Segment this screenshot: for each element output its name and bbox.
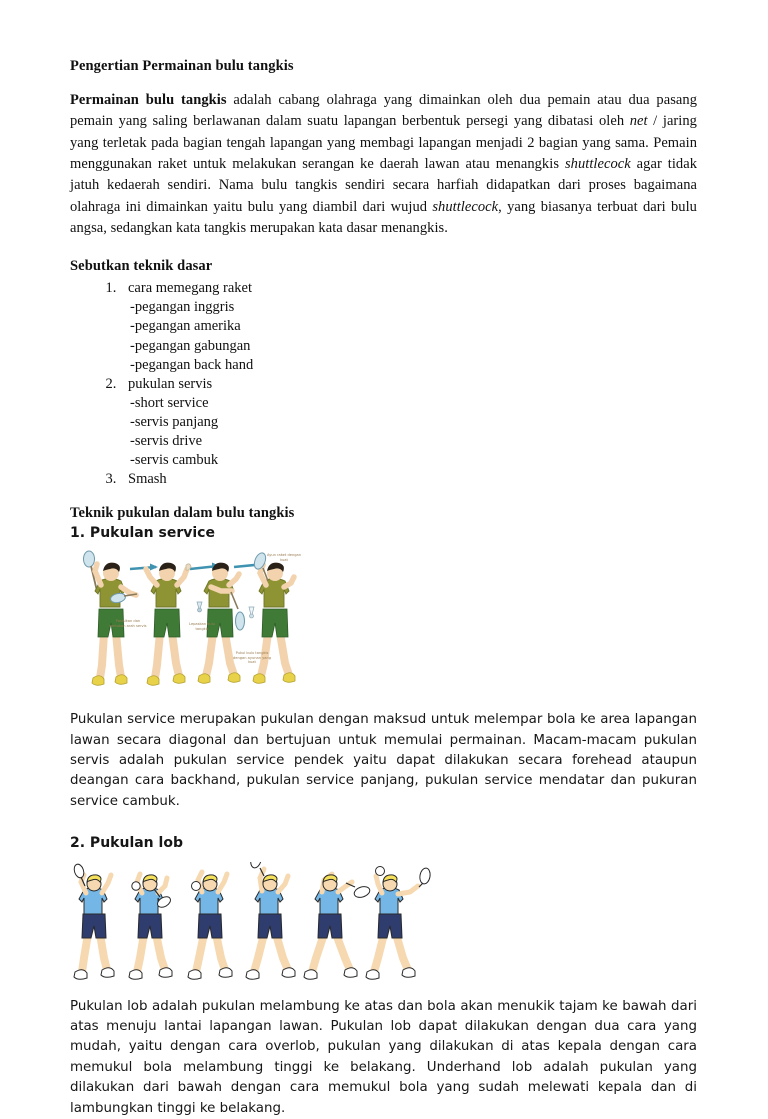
- illustration-caption: Posisikan dan tentukan arah servis: [109, 619, 147, 628]
- list-item: [120, 279, 697, 375]
- service-sequence-svg: [78, 547, 312, 697]
- document-content: [70, 56, 697, 1119]
- spacer: [70, 697, 697, 710]
- subsection-heading-pukulan-lob: 2. Pukulan lob: [70, 835, 183, 852]
- illustration-caption: Lepaskan bulu tangkis: [189, 622, 215, 631]
- heading-teknik-pukulan: Teknik pukulan dalam bulu tangkis: [70, 504, 295, 521]
- intro-paragraph: [70, 90, 697, 239]
- list-subitem: -pegangan inggris: [130, 299, 235, 316]
- intro-italic-net: net: [629, 113, 648, 130]
- paragraph-pukulan-lob: Pukulan lob adalah pukulan melambung ke atas dan bola akan menukik tajam ke bawah dari atas menuju lantai lapangan lawan. Pukulan lob dapat dilakukan dengan dua cara yang mudah, yaitu dengan cara overlob, pukulan yang dilakukan di atas kepala dengan cara memukul bola melambung tinggi ke belakang. Underhand lob adalah pukulan yang dilakukan dari bawah dengan cara memukul bola yang sudah melewati kepala dan di lambungkan tinggi ke belakang.: [70, 998, 697, 1116]
- spacer: [70, 239, 697, 256]
- list-subitem: -pegangan back hand: [130, 356, 254, 373]
- intro-body-4: , yang biasanya terbuat dari bulu angsa, sedangkan kata tangkis merupakan kata dasar menangkis.: [70, 198, 697, 236]
- list-subitem: -servis cambuk: [130, 452, 219, 469]
- list-subitem: -servis drive: [130, 433, 203, 450]
- paragraph-pukulan-service: Pukulan service merupakan pukulan dengan maksud untuk melempar bola ke area lapangan lawan secara diagonal dan bertujuan untuk memulai permainan. Macam-macam pukulan servis adalah pukulan service pendek yaitu dapat dilakukan secara forehead ataupun deangan cara backhand, pukulan service panjang, pukulan service mendatar dan pukuran service cambuk.: [70, 712, 697, 809]
- intro-italic-shuttlecock-2: shuttlecock: [432, 198, 499, 215]
- spacer: [70, 490, 697, 503]
- page-title: Pengertian Permainan bulu tangkis: [70, 58, 294, 74]
- intro-body-1: adalah cabang olahraga yang dimainkan oleh dua pemain atau dua pasang pemain yang saling berlawanan dalam suatu lapangan berbentuk persegi yang dibatasi oleh: [70, 92, 697, 130]
- illustration-caption: Ayun raket dengan kuat: [267, 553, 301, 562]
- list-subitem: -servis panjang: [130, 414, 219, 431]
- teknik-dasar-list: [70, 279, 697, 489]
- list-item: [120, 470, 697, 489]
- lob-sequence-svg: [70, 862, 435, 984]
- list-item: [120, 375, 697, 471]
- list-subitem: -short service: [130, 394, 209, 411]
- illustration-caption: Pukul bulu tangkis dengan ayunan yang kuat: [232, 651, 272, 665]
- intro-body-2: / jaring yang terletak pada bagian tengah lapangan yang membagi lapangan menjadi 2 bagian yang sama. Pemain menggunakan raket untuk melakukan serangan ke daerah lawan atau menangkis: [70, 113, 697, 172]
- spacer: [70, 984, 697, 997]
- intro-lead: Permainan bulu tangkis: [70, 92, 227, 109]
- list-item-label: 1. cara memegang raket: [128, 280, 252, 297]
- heading-teknik-dasar: Sebutkan teknik dasar: [70, 258, 213, 275]
- list-item-label: 2. pukulan servis: [128, 375, 213, 392]
- spacer: [70, 812, 697, 834]
- intro-italic-shuttlecock-1: shuttlecock: [564, 155, 631, 172]
- subsection-heading-pukulan-service: 1. Pukulan service: [70, 524, 215, 541]
- list-subitem: -pegangan gabungan: [130, 337, 251, 354]
- spacer: [70, 77, 697, 90]
- list-subitem: -pegangan amerika: [130, 318, 241, 335]
- list-item-label: 3. Smash: [128, 471, 167, 488]
- badminton-lob-sequence-illustration: [70, 862, 435, 984]
- intro-body-3: agar tidak jatuh kedaerah sendiri. Nama bulu tangkis sendiri secara harfiah didapatkan dari proses bagaimana olahraga ini dimainkan yaitu bulu yang diambil dari wujud: [70, 155, 697, 215]
- badminton-service-sequence-illustration: [78, 547, 312, 697]
